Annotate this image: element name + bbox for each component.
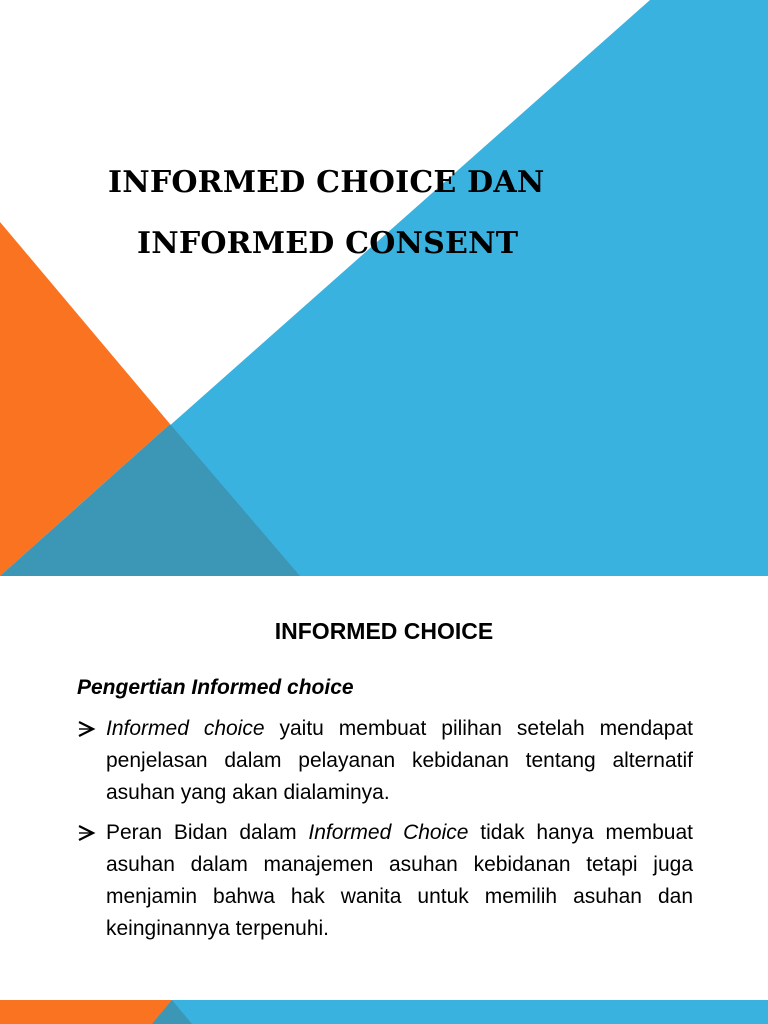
arrow-checkmark-icon (77, 720, 97, 738)
bullet-2-italic-term: Informed Choice (308, 821, 469, 844)
bullet-item-1 (77, 713, 693, 809)
title-line-2: INFORMED CONSENT (137, 226, 519, 261)
slide-subheading: Pengertian Informed choice (77, 676, 354, 699)
title-line-1: INFORMED CHOICE DAN (108, 165, 545, 200)
bullet-2-prefix: Peran Bidan dalam (106, 821, 309, 844)
bullet-2-text: tidak hanya membuat asuhan dalam manajemen asuhan kebidanan tetapi juga menjamin bahwa hak wanita untuk memilih asuhan dan keinginannya terpenuhi. (106, 821, 694, 940)
bullet-1-italic-term: Informed choice (106, 717, 265, 740)
bullet-1-text: yaitu membuat pilihan setelah mendapat penjelasan dalam pelayanan kebidanan tentang alternatif asuhan yang akan dialaminya. (106, 717, 693, 804)
slide-heading: INFORMED CHOICE (274, 618, 494, 644)
content-slide (0, 576, 768, 1024)
bottom-accent-bar (0, 1000, 768, 1024)
bullet-list (77, 713, 693, 953)
bullet-item-2 (77, 817, 693, 945)
arrow-checkmark-icon (77, 824, 97, 842)
bottom-orange-strip (0, 1000, 172, 1024)
